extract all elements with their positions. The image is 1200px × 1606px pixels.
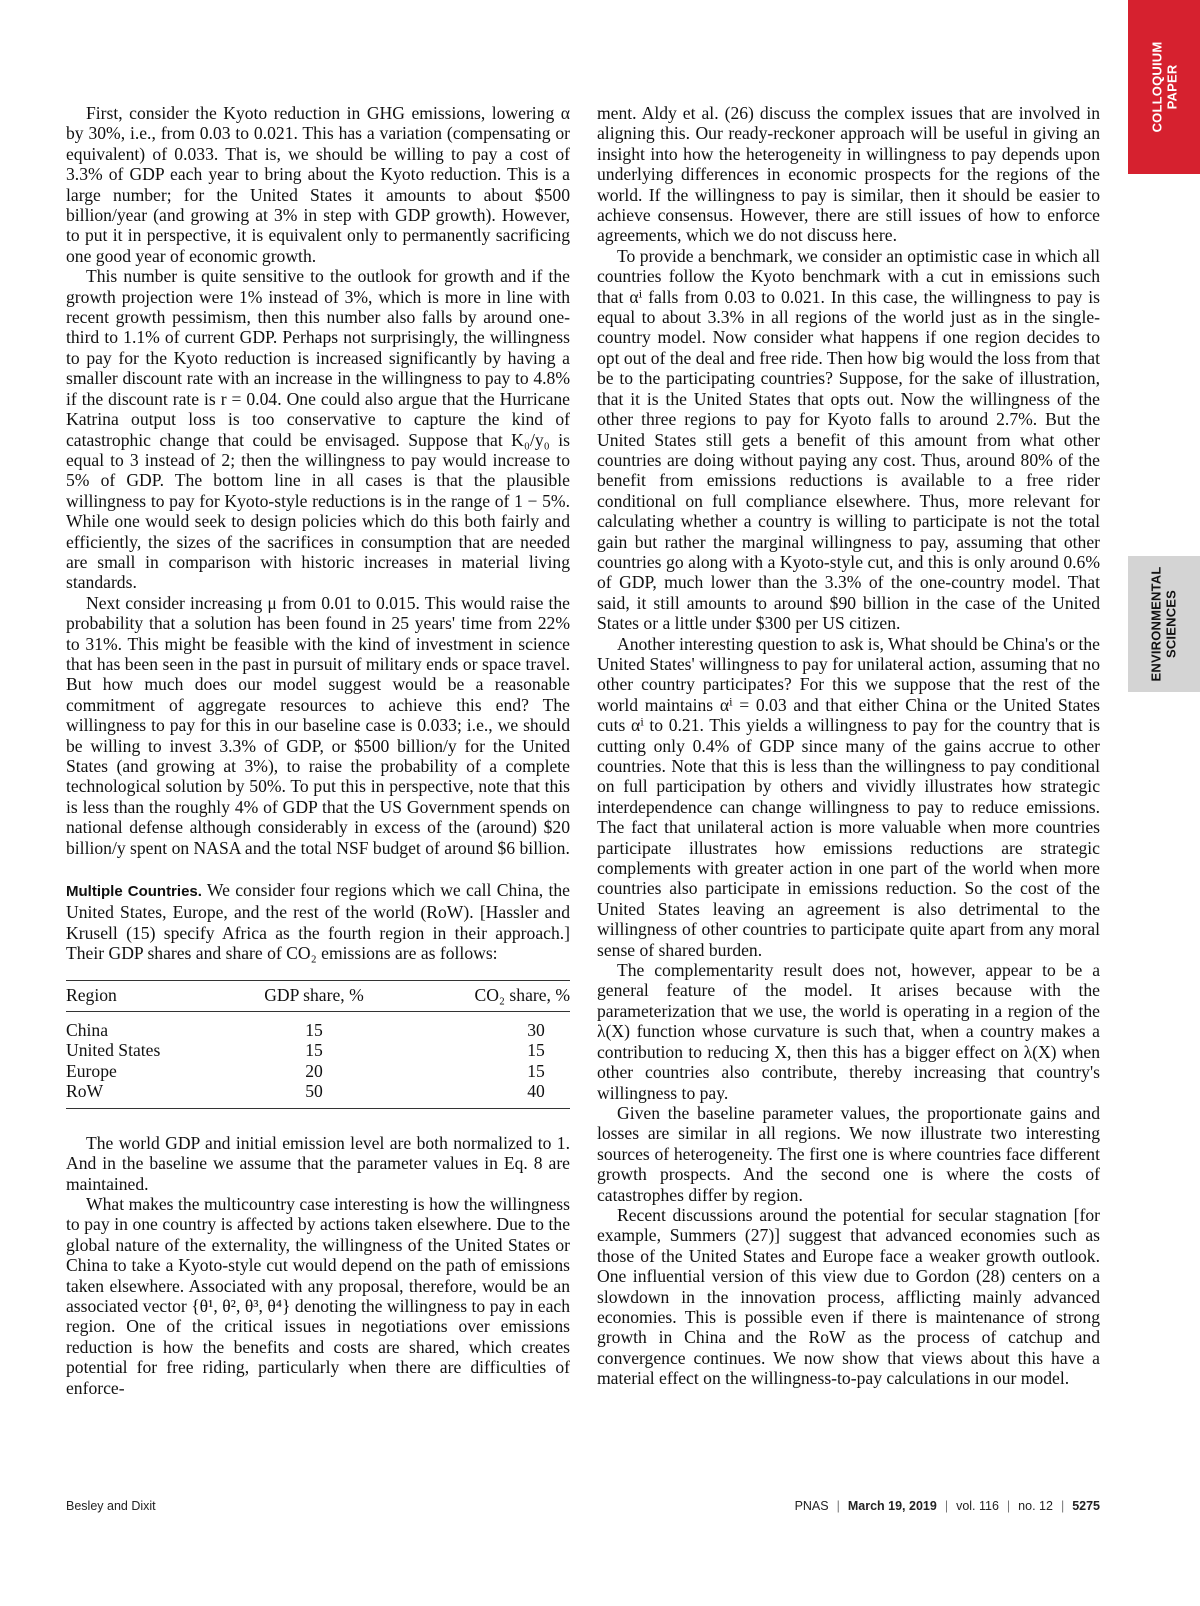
footer-citation: PNAS | March 19, 2019 | vol. 116 | no. 12 | 5275 [794,1499,1100,1513]
paragraph: What makes the multicountry case interesting is how the willingness to pay in one country is affected by actions taken elsewhere. Due to the global nature of the externality, the willingness of the United States or China to take a Kyoto-style cut would depend on the path of emissions taken elsewhere. Associated with any proposal, therefore, would be an associated vector {θ¹, θ², θ³, θ⁴} denoting the willingness to pay in each region. One of the critical issues in negotiations over emissions reduction is how the benefits and costs are shared, which creates potential for free riding, particularly when there are difficulties of enforce- [66,1193,570,1398]
table-cell: 15 [527,1040,545,1061]
tab-line: COLLOQUIUM [1149,41,1165,133]
table-cell: Europe [66,1060,117,1081]
tab-line: ENVIRONMENTAL [1149,566,1164,682]
paragraph: The complementarity result does not, however, appear to be a general feature of the model. It arises because with the parameterization that we use, the world is operating in a region of the λ(X) function whose curvature is such that, when a country makes a contribution to reducing X, then this has a bigger effect on λ(X) when other countries also contribute, thereby increasing that country's willingness to pay. [597,960,1100,1103]
table-cell: 15 [305,1040,323,1061]
table-row [66,1012,570,1041]
volume: vol. 116 [956,1499,999,1513]
table-header: Region [66,980,246,1011]
table-cell: 30 [527,1020,545,1041]
section-paragraph [66,880,570,964]
table-header: GDP share, % [246,980,382,1011]
issue-date: March 19, 2019 [847,1499,937,1513]
paragraph: First, consider the Kyoto reduction in GHG emissions, lowering α by 30%, i.e., from 0.03 to 0.021. This has a variation (compensating or equivalent) of 0.033. That is, we should be willing to pay a cost of 3.3% of GDP each year to bring about the Kyoto reduction. This is a large number; for the United States it amounts to about $500 billion/year (and growing at 3% in step with GDP growth). However, to put it in perspective, it is equivalent only to permanently sacrificing one good year of economic growth. [66,103,570,266]
table-cell: 15 [527,1060,545,1081]
paragraph: This number is quite sensitive to the outlook for growth and if the growth projection were 1% instead of 3%, which is more in line with recent growth pessimism, then this number also falls by around one-third to 1.1% of current GDP. Perhaps not surprisingly, the willingness to pay for the Kyoto reduction is increased significantly by having a smaller discount rate with an increase in the willingness to pay to 4.8% if the discount rate is r = 0.04. One could also argue that the Hurricane Katrina output loss is too conservative to capture the kind of catastrophic change that could be envisaged. Suppose that K₀/y₀ is equal to 3 instead of 2; then the willingness to pay would increase to 5% of GDP. The bottom line in all cases is that the plausible willingness to pay for Kyoto-style reductions is in the range of 1 − 5%. While one would seek to design policies which do this both fairly and efficiently, the sizes of the sacrifices in consumption that are needed are small in comparison with historic increases in material living standards. [66,266,570,593]
paragraph: To provide a benchmark, we consider an optimistic case in which all countries follow the Kyoto benchmark with a cut in emissions such that αⁱ falls from 0.03 to 0.021. In this case, the willingness to pay is equal to about 3.3% in all regions of the world just as in the single-country model. Now consider what happens if one region decides to opt out of the deal and free ride. Then how big would the loss from that be to the participating countries? Suppose, for the sake of illustration, that it is the United States that opts out. Now the willingness of the other three regions to pay for Kyoto falls to around 2.7%. But the United States still gets a benefit of this amount from what other countries are doing without paying any cost. Thus, around 80% of the benefit from emissions reductions is available to a free rider conditional on full compliance elsewhere. Thus, more relevant for calculating whether a country is willing to participate is not the total gain but rather the marginal willingness to pay, assuming that other countries go along with a Kyoto-style cut, and this is only around 0.6% of GDP, much lower than the 3.3% of the one-country model. That said, it still amounts to around $90 billion in the case of the United States or a little under $300 per US citizen. [597,245,1100,634]
region-share-table [66,980,570,1109]
table-cell: 20 [305,1060,323,1081]
paragraph-text: We consider four regions which we call China, the United States, Europe, and the rest of the world (RoW). [Hassler and Krusell (15) specify Africa as the fourth region in their approach.] Their GDP shares and share of CO₂ emissions are as follows: [66,880,570,964]
page-footer [66,1499,1100,1519]
paragraph: ment. Aldy et al. (26) discuss the complex issues that are involved in aligning this. Our ready-reckoner approach will be useful in giving an insight into how the heterogeneity in willingness to pay depends upon underlying differences in economic prospects for the regions of the world. If the willingness to pay is similar, then it should be easier to achieve consensus. However, there are still issues of how to enforce agreements, which we do not discuss here. [597,103,1100,246]
tab-line: SCIENCES [1164,589,1179,659]
paragraph: Recent discussions around the potential for secular stagnation [for example, Summers (27)] suggest that advanced economies such as those of the United States and Europe face a weaker growth outlook. One influential version of this view due to Gordon (28) centers on a slowdown in the innovation process, afflicting mainly advanced economies. This is possible even if there is maintenance of strong growth in China and the RoW as the process of catchup and convergence continues. We now show that views about this have a material effect on the willingness-to-pay calculations in our model. [597,1204,1100,1389]
section-heading: Multiple Countries. [66,883,202,901]
footer-authors: Besley and Dixit [66,1499,156,1513]
table-cell: 40 [382,1081,570,1108]
table-header: CO₂ share, % [382,980,570,1011]
table-cell: United States [66,1040,161,1061]
table-row [66,1040,570,1060]
right-column [597,103,1100,1389]
paragraph: The world GDP and initial emission level are both normalized to 1. And in the baseline we assume that the parameter values in Eq. 8 are maintained. [66,1132,570,1194]
page-number: 5275 [1072,1499,1100,1513]
left-column [66,103,570,1398]
table-cell: 15 [305,1020,323,1041]
paragraph: Next consider increasing μ from 0.01 to 0.015. This would raise the probability that a solution has been found in 25 years' time from 22% to 31%. This might be feasible with the kind of investment in science that has been seen in the past in pursuit of military ends or space travel. But how much does our model suggest would be a reasonable commitment of aggregate resources to achieve this end? The willingness to pay for this in our baseline case is 0.033; i.e., we should be willing to invest 3.3% of GDP, or $500 billion/y for the United States (and growing at 3%), to raise the probability of a complete technological solution by 50%. To put this in perspective, note that this is less than the roughly 4% of GDP that the US Government spends on national defense although considerably in excess of the (around) $20 billion/y spent on NASA and the total NSF budget of around $6 billion. [66,592,570,858]
colloquium-paper-tab [1128,0,1200,174]
table-cell: 50 [246,1081,382,1108]
paragraph: Given the baseline parameter values, the proportionate gains and losses are similar in all regions. We now illustrate two interesting sources of heterogeneity. The first one is where countries face different growth prospects. And the second one is where the costs of catastrophes differ by region. [597,1102,1100,1205]
table-header-row [66,980,570,1011]
table-row [66,1081,570,1108]
tab-line: PAPER [1164,64,1180,110]
table-cell: China [66,1020,109,1041]
section-tab [1128,556,1200,692]
table-row [66,1061,570,1081]
table-cell: RoW [66,1081,246,1108]
issue-number: no. 12 [1018,1499,1053,1513]
paragraph: Another interesting question to ask is, What should be China's or the United States' willingness to pay for unilateral action, assuming that no other country participates? For this we suppose that the rest of the world maintains αⁱ = 0.03 and that either China or the United States cuts αⁱ to 0.21. This yields a willingness to pay for the country that is cutting only 0.4% of GDP since many of the gains accrue to other countries. Note that this is less than the willingness to pay conditional on full participation by others and vividly illustrates how strategic interdependence can change willingness to pay to reduce emissions. The fact that unilateral action is more valuable when more countries participate illustrates how emissions reductions are strategic complements with greater action in one part of the world when more countries also participate in emissions reduction. So the cost of the United States leaving an agreement is also detrimental to the willingness of other countries to participate quite apart from any moral sense of shared burden. [597,633,1100,960]
journal-name: PNAS [794,1499,829,1513]
